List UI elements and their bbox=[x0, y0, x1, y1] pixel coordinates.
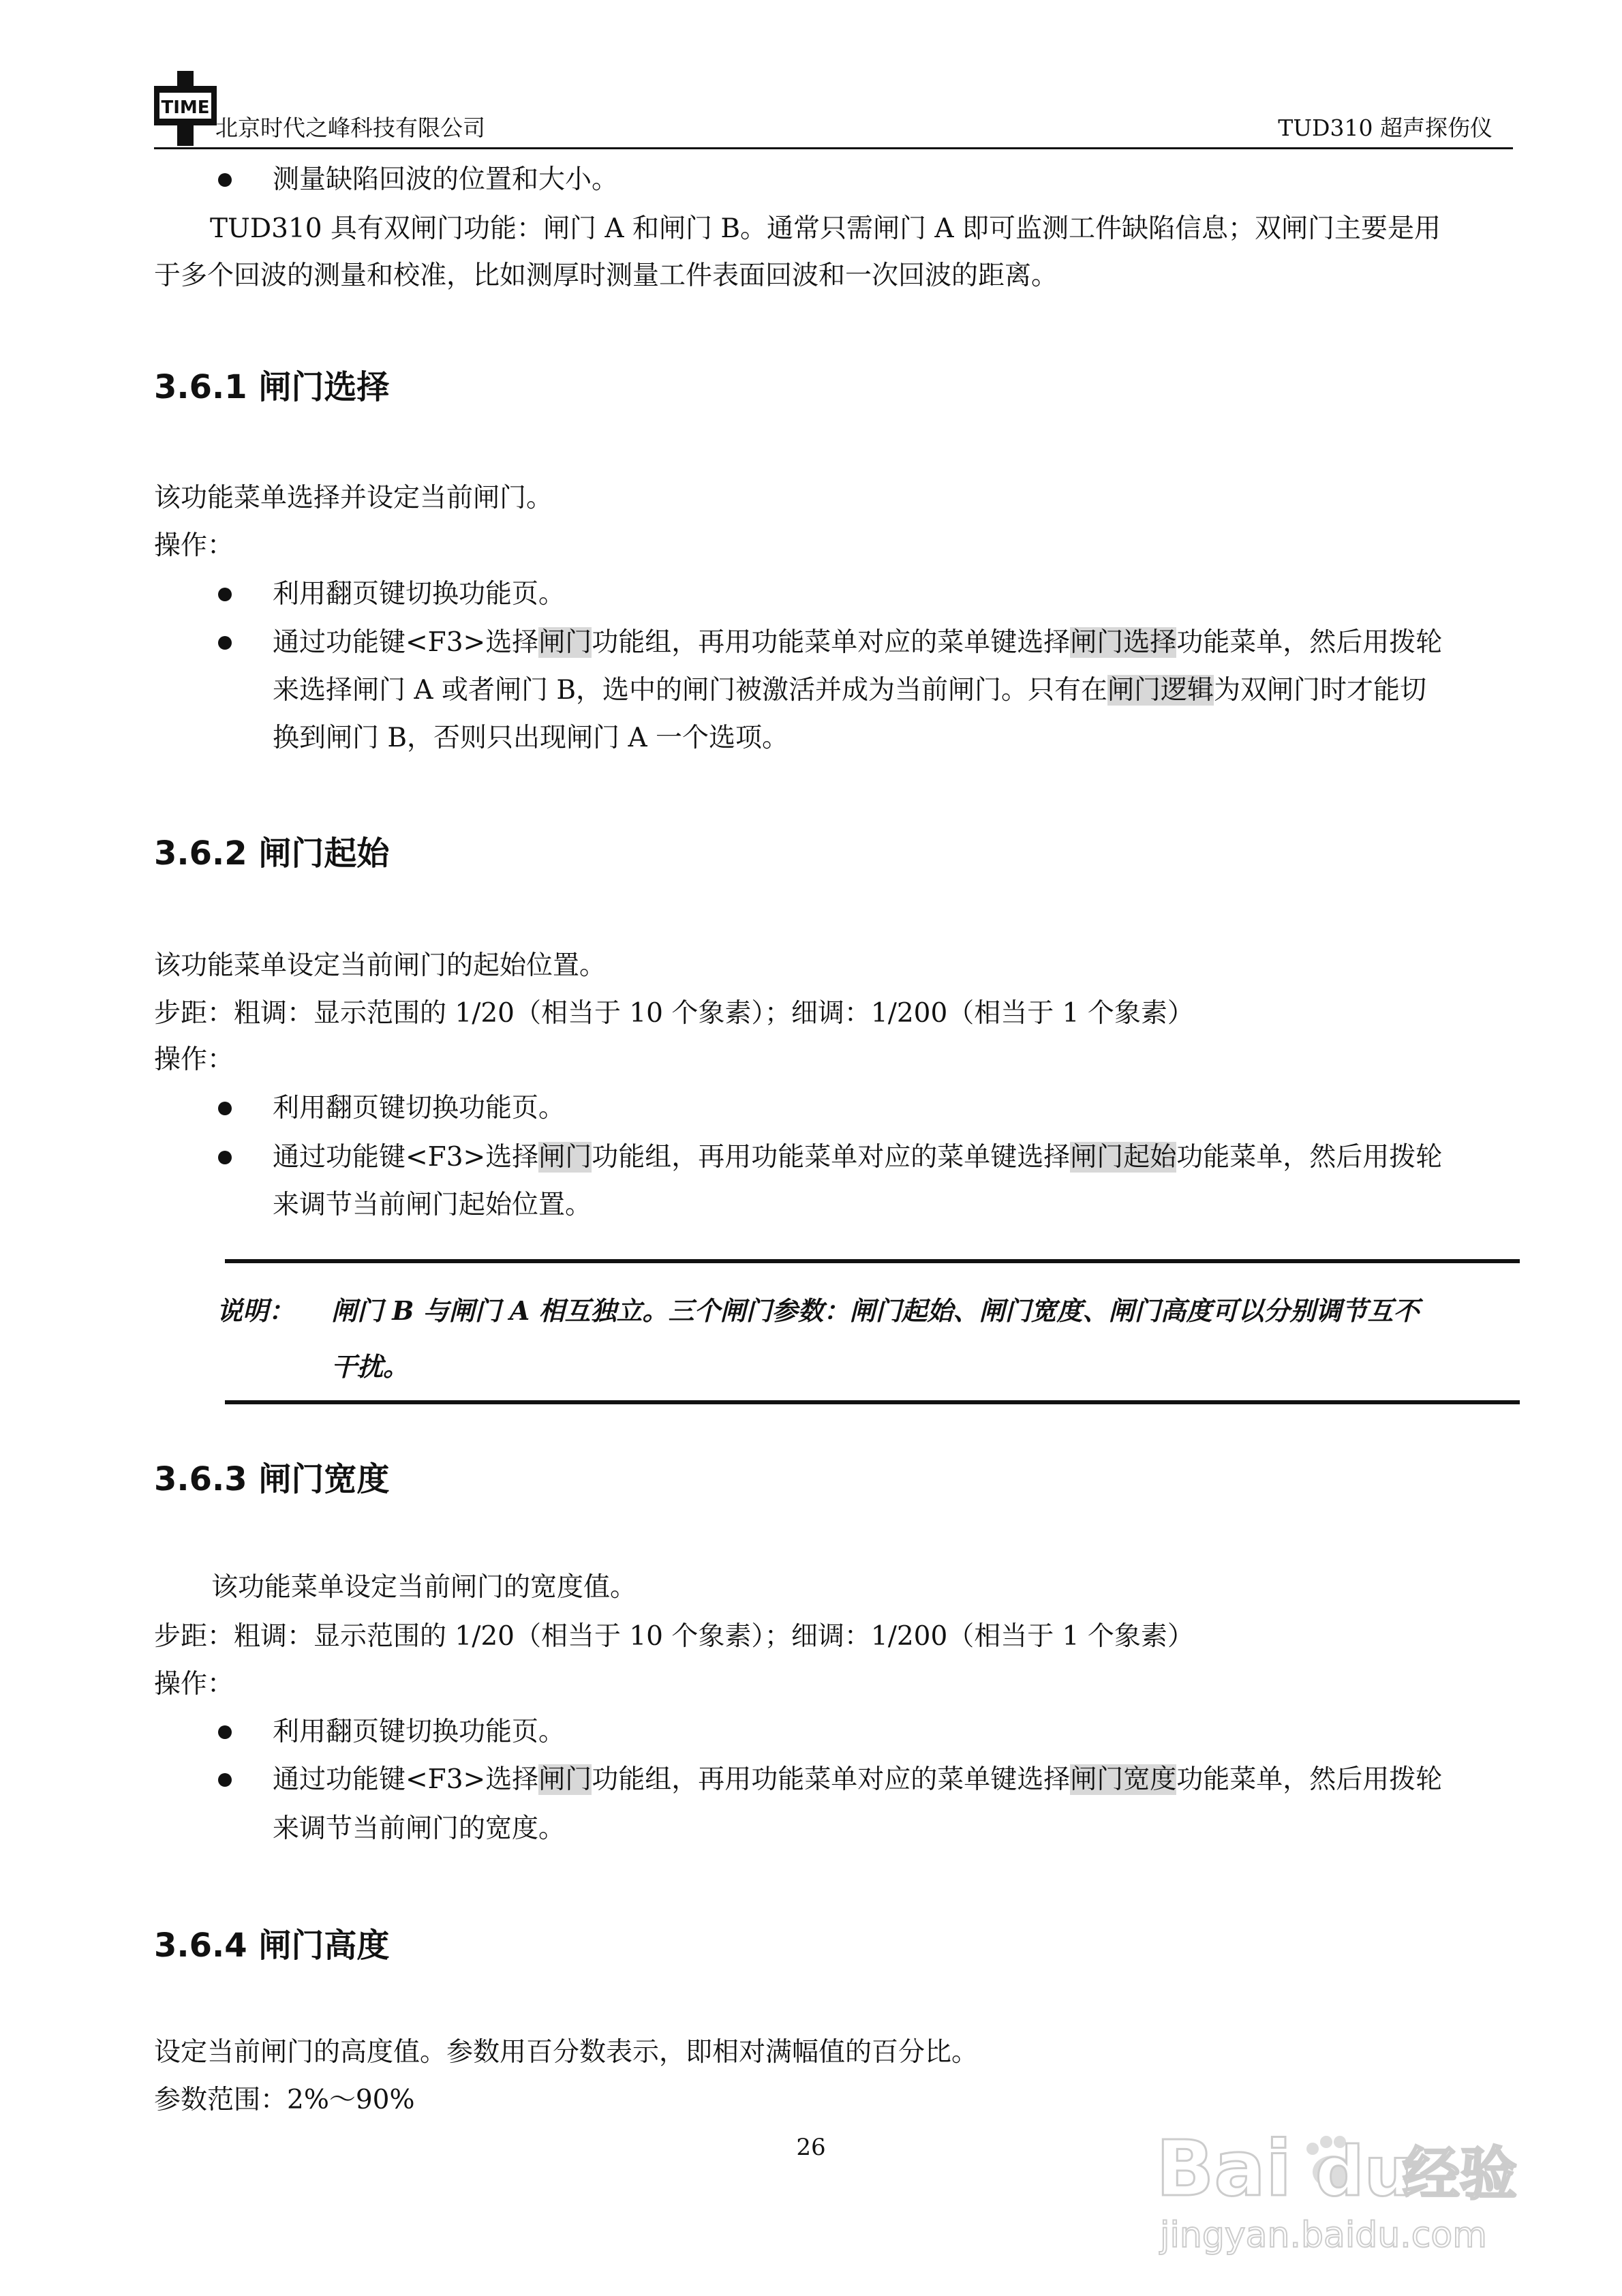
watermark-jingyan-text: 经验 bbox=[1403, 2141, 1518, 2207]
note-line2: 干扰。 bbox=[331, 1351, 410, 1382]
s361-bullet-2-line2: 来选择闸门 A 或者闸门 B，选中的闸门被激活并成为当前闸门。只有在闸门逻辑为双闸门时才能切 bbox=[273, 675, 1427, 706]
menu-term-highlight: 闸门 bbox=[538, 627, 592, 658]
s363-bullet-1: 利用翻页键切换功能页。 bbox=[273, 1717, 566, 1747]
company-logo bbox=[154, 71, 217, 146]
s362-description: 该功能菜单设定当前闸门的起始位置。 bbox=[154, 950, 607, 981]
s363-step-size: 步距：粗调：显示范围的 1/20（相当于 10 个象素）；细调：1/200（相当于 1 个象素） bbox=[154, 1621, 1194, 1652]
menu-term-highlight: 闸门 bbox=[538, 1764, 592, 1795]
intro-paragraph-line2: 于多个回波的测量和校准，比如测厚时测量工件表面回波和一次回波的距离。 bbox=[154, 260, 1058, 291]
note-top-rule bbox=[225, 1259, 1520, 1263]
s361-operation-label: 操作： bbox=[154, 530, 234, 561]
s361-bullet-2-line1: 通过功能键<F3>选择闸门功能组，再用功能菜单对应的菜单键选择闸门选择功能菜单，然后用拨轮 bbox=[273, 627, 1443, 658]
watermark-brand-text: Bai bbox=[1156, 2125, 1292, 2214]
bullet-icon bbox=[218, 1773, 232, 1787]
header-company: 北京时代之峰科技有限公司 bbox=[215, 115, 485, 141]
s361-description: 该功能菜单选择并设定当前闸门。 bbox=[154, 483, 553, 513]
s363-operation-label: 操作： bbox=[154, 1669, 234, 1700]
bullet-icon bbox=[218, 636, 232, 650]
baidu-jingyan-watermark bbox=[1152, 2106, 1533, 2263]
intro-bullet: 测量缺陷回波的位置和大小。 bbox=[273, 164, 619, 195]
section-3-6-2-heading: 3.6.2 闸门起始 bbox=[154, 834, 390, 873]
watermark-url: jingyan.baidu.com bbox=[1160, 2215, 1487, 2256]
note-label: 说明： bbox=[217, 1295, 295, 1326]
bullet-icon bbox=[218, 1151, 232, 1164]
header-product: TUD310 超声探伤仪 bbox=[1278, 115, 1493, 141]
s362-step-size: 步距：粗调：显示范围的 1/20（相当于 10 个象素）；细调：1/200（相当于 1 个象素） bbox=[154, 998, 1194, 1029]
bullet-icon bbox=[218, 1725, 232, 1739]
s362-bullet-2-line1: 通过功能键<F3>选择闸门功能组，再用功能菜单对应的菜单键选择闸门起始功能菜单，然后用拨轮 bbox=[273, 1142, 1443, 1173]
menu-term-highlight: 闸门 bbox=[538, 1142, 592, 1173]
note-bottom-rule bbox=[225, 1400, 1520, 1404]
menu-term-highlight: 闸门宽度 bbox=[1070, 1764, 1177, 1795]
menu-term-highlight: 闸门起始 bbox=[1070, 1142, 1177, 1173]
s364-parameter-range: 参数范围：2%～90% bbox=[154, 2085, 415, 2115]
s363-bullet-2-line2: 来调节当前闸门的宽度。 bbox=[273, 1813, 566, 1844]
intro-paragraph-line1: TUD310 具有双闸门功能：闸门 A 和闸门 B。通常只需闸门 A 即可监测工件缺陷信息；双闸门主要是用 bbox=[210, 213, 1441, 244]
section-3-6-4-heading: 3.6.4 闸门高度 bbox=[154, 1927, 390, 1965]
s361-bullet-2-line3: 换到闸门 B，否则只出现闸门 A 一个选项。 bbox=[273, 723, 789, 753]
s362-operation-label: 操作： bbox=[154, 1044, 234, 1075]
s362-bullet-2-line2: 来调节当前闸门起始位置。 bbox=[273, 1190, 592, 1220]
header-divider bbox=[154, 147, 1513, 149]
s362-bullet-1: 利用翻页键切换功能页。 bbox=[273, 1093, 566, 1123]
note-line1: 闸门 B 与闸门 A 相互独立。三个闸门参数：闸门起始、闸门宽度、闸门高度可以分别调节互不 bbox=[331, 1295, 1420, 1326]
bullet-icon bbox=[218, 173, 232, 187]
menu-term-highlight: 闸门选择 bbox=[1070, 627, 1177, 658]
bullet-icon bbox=[218, 588, 232, 601]
section-3-6-1-heading: 3.6.1 闸门选择 bbox=[154, 368, 390, 406]
s363-description: 该功能菜单设定当前闸门的宽度值。 bbox=[211, 1572, 637, 1603]
watermark-brand-text-2: du bbox=[1315, 2132, 1413, 2211]
s364-description: 设定当前闸门的高度值。参数用百分数表示，即相对满幅值的百分比。 bbox=[154, 2037, 979, 2068]
bullet-icon bbox=[218, 1102, 232, 1115]
s363-bullet-2-line1: 通过功能键<F3>选择闸门功能组，再用功能菜单对应的菜单键选择闸门宽度功能菜单，然后用拨轮 bbox=[273, 1764, 1443, 1795]
menu-term-highlight: 闸门逻辑 bbox=[1107, 675, 1214, 706]
section-3-6-3-heading: 3.6.3 闸门宽度 bbox=[154, 1460, 390, 1498]
s361-bullet-1: 利用翻页键切换功能页。 bbox=[273, 579, 566, 609]
page-number: 26 bbox=[796, 2134, 826, 2161]
logo-text: TIME bbox=[161, 97, 210, 118]
